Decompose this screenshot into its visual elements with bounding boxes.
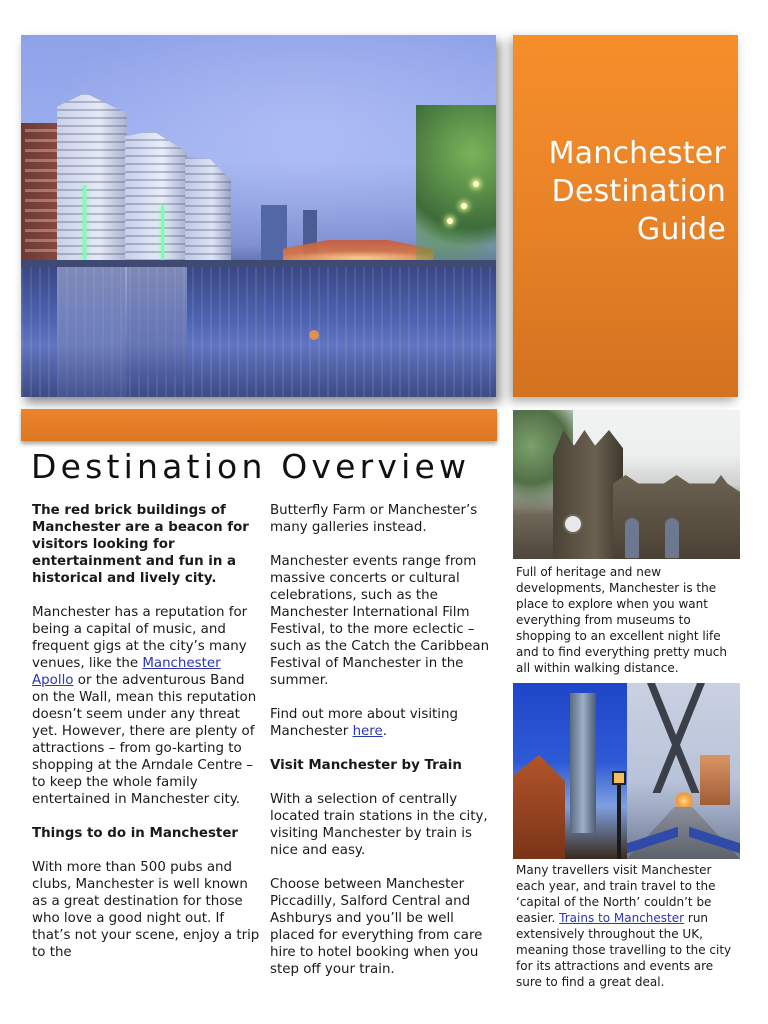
nightlife-paragraph: With more than 500 pubs and clubs, Manchester is well known as a great destination for those who love a good night out. If that’s not your scene, enjoy a trip to the [32,860,260,960]
green-light [83,185,86,263]
stations-list-paragraph: Choose between Manchester Piccadilly, Salford Central and Ashburys and you’ll be well placed for everything from care hire to hotel booking when you step off your train. [270,877,483,977]
text: Many travellers visit Manchester each year, and train travel to the ‘capital of the North’ couldn’t be easier. [516,863,716,925]
clock-face [563,514,583,534]
buoy [309,330,319,340]
column-1 [32,502,264,978]
title-line-2: Destination [551,174,726,209]
apartment-tower [125,131,187,263]
gothic-window [625,518,639,558]
subheading-visit-by-train: Visit Manchester by Train [270,758,462,773]
title-line-1: Manchester [548,136,726,171]
text: Find out more about visiting Manchester [270,707,459,739]
apartment-tower [57,93,127,263]
hero-image [21,35,496,397]
beetham-tower-photo [513,683,627,859]
brick-building [513,755,565,859]
bridge-deck [627,807,741,859]
reflection [57,267,127,397]
text: or the adventurous Band on the Wall, mean this reputation doesn’t seem under any threat yet. However, there are plenty of attractions – from go-karting to shopping at the Arndale Centre – to keep the whole family entertained in Manchester city. [32,673,257,807]
document-title [549,135,726,249]
lowry-building [700,755,730,805]
cathedral-caption: Full of heritage and new developments, Manchester is the place to explore when you want everything from museums to shopping to an excellent night life and to find everything pretty much all within walking distance. [516,565,727,675]
trains-to-manchester-link[interactable]: Trains to Manchester [559,911,685,925]
street-lamp [461,203,467,209]
text: Manchester has a reputation for being a capital of music, and frequent gigs at the city’s many venues, like the [32,605,248,671]
lead-paragraph: The red brick buildings of Manchester are a beacon for visitors looking for entertainment and fun in a historical and lively city. [32,503,249,586]
red-brick-building [21,123,63,263]
reflection [125,267,187,377]
green-light [161,205,164,263]
column-2 [270,502,502,995]
music-paragraph [32,604,264,808]
beetham-tower [570,693,596,833]
street-lamp [447,218,453,224]
manchester-apollo-link[interactable]: Manchester Apollo [32,656,221,688]
lamp-post [617,773,621,859]
here-link[interactable]: here [352,724,383,739]
gothic-window [665,518,679,558]
train-stations-paragraph: With a selection of centrally located train stations in the city, visiting Manchester by train is nice and easy. [270,792,488,858]
subheading-things-to-do: Things to do in Manchester [32,826,239,841]
text: . [382,724,388,739]
title-panel [513,35,738,397]
cathedral-tower [553,430,623,559]
galleries-paragraph: Butterfly Farm or Manchester’s many galleries instead. [270,503,478,535]
events-paragraph: Manchester events range from massive concerts or cultural celebrations, such as the Manchester International Film Festival, to the more eclectic – such as the Catch the Caribbean Festival of Manchester in the summer. [270,554,490,688]
street-lamp [473,181,479,187]
tree-line [416,105,496,265]
title-line-3: Guide [636,212,726,247]
orange-divider-bar [21,409,497,441]
cathedral-photo [513,410,740,559]
lamp-head [612,771,626,785]
train-caption [516,862,742,990]
text: run extensively throughout the UK, meaning those travelling to the city for its attractions and events are sure to find a great deal. [516,911,732,989]
find-out-more-paragraph [270,706,502,740]
section-heading: Destination Overview [31,447,471,486]
lowry-bridge-photo [627,683,741,859]
beetham-bridge-collage [513,683,740,859]
